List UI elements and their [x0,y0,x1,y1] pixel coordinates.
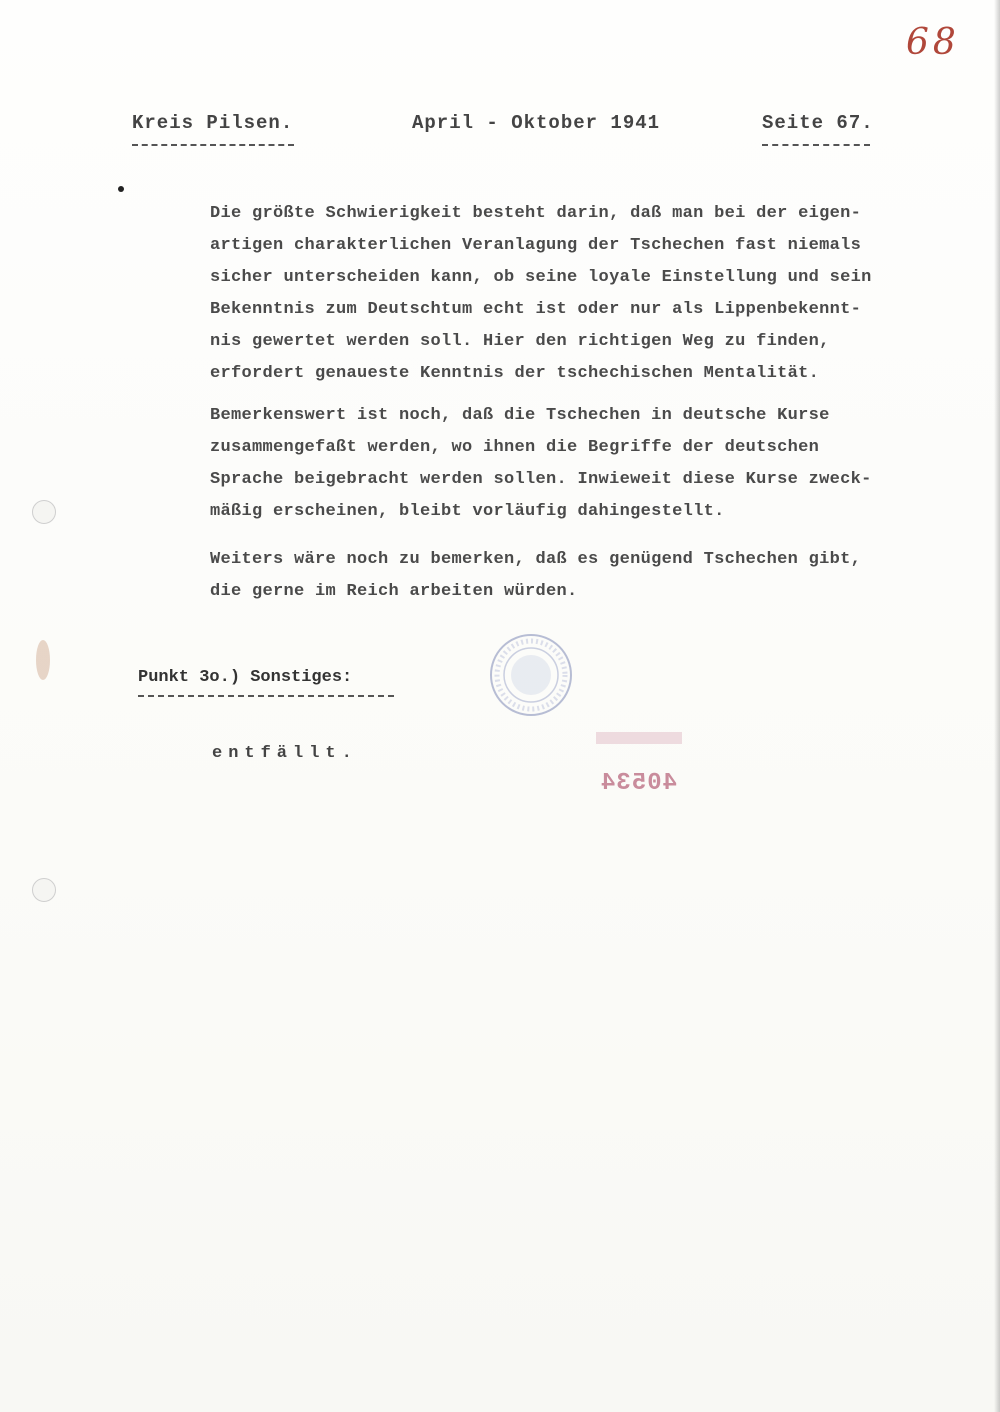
paragraph-3 [210,544,990,608]
paragraph-1 [210,198,990,390]
text-line: nis gewertet werden soll. Hier den richtigen Weg zu finden, [210,332,830,351]
text-line: Bemerkenswert ist noch, daß die Tschechen in deutsche Kurse [210,406,830,425]
paper-stain [36,640,50,680]
circular-seal-stamp [488,632,574,718]
text-line: sicher unterscheiden kann, ob seine loyale Einstellung und sein [210,268,872,287]
text-line: Die größte Schwierigkeit besteht darin, daß man bei der eigen- [210,204,862,223]
text-line: zusammengefaßt werden, wo ihnen die Begriffe der deutschen [210,438,820,457]
text-line: die gerne im Reich arbeiten würden. [210,582,578,601]
header-district: Kreis Pilsen. [132,112,294,134]
header-page: Seite 67. [762,112,874,134]
header-page-underline [762,144,870,146]
section-heading: Punkt 3o.) Sonstiges: [138,668,353,687]
header-district-underline [132,144,294,146]
text-line: Sprache beigebracht werden sollen. Inwieweit diese Kurse zweck- [210,470,872,489]
text-line: Bekenntnis zum Deutschtum echt ist oder nur als Lippenbekennt- [210,300,862,319]
handwritten-page-number: 68 [906,22,960,63]
text-line: mäßig erscheinen, bleibt vorläufig dahingestellt. [210,502,725,521]
text-line: Weiters wäre noch zu bemerken, daß es genügend Tschechen gibt, [210,550,862,569]
page-edge-shadow [994,0,1000,1412]
paragraph-2 [210,400,990,528]
faded-stamp-mark [596,728,682,748]
ink-dot [118,186,124,192]
section-body: entfällt. [212,744,358,763]
document-header [0,112,1000,152]
header-period: April - Oktober 1941 [412,112,661,134]
text-line: artigen charakterlichen Veranlagung der Tschechen fast niemals [210,236,862,255]
punch-hole [32,878,56,902]
text-line: erfordert genaueste Kenntnis der tschechischen Mentalität. [210,364,820,383]
section-heading-underline [138,695,394,697]
archive-stamp-number: 40534 [600,770,678,797]
punch-hole [32,500,56,524]
